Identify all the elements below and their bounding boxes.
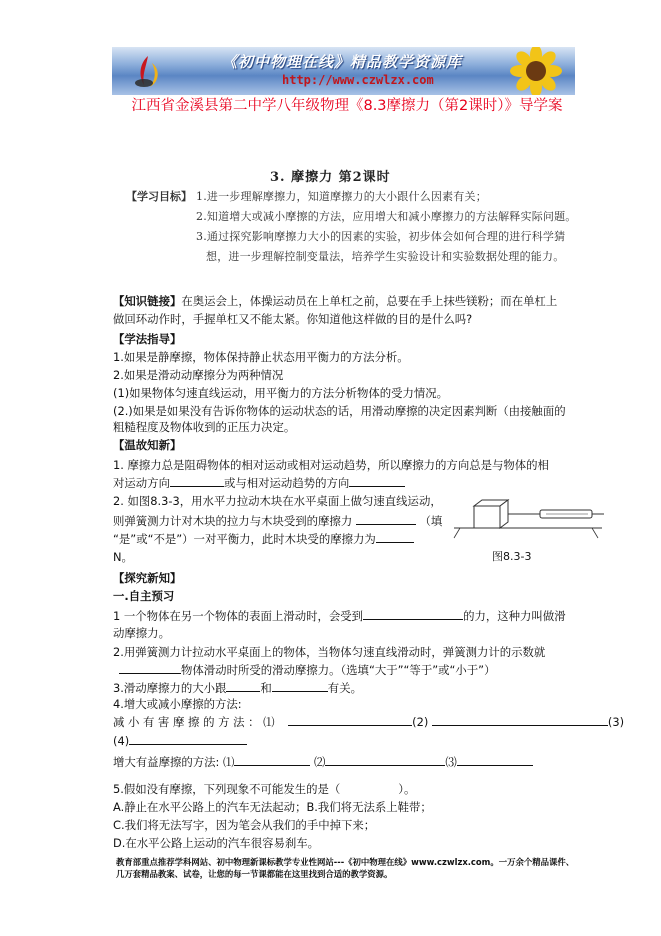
- lesson-title: 3. 摩擦力 第2课时: [270, 170, 391, 185]
- knowledge-text: 在奥运会上，体操运动员在上单杠之前，总要在手上抹些镁粉；而在单杠上: [181, 294, 558, 308]
- guide-item: 2.如果是滑动动摩擦分为两种情况: [113, 368, 284, 382]
- goals-label: 【学习目标】: [126, 190, 192, 203]
- answer-blank[interactable]: [272, 680, 328, 692]
- goal-line: 1.进一步理解摩擦力，知道摩擦力的大小跟什么因素有关；: [196, 190, 487, 203]
- section-title: 一.自主预习: [113, 589, 175, 603]
- reduce-friction-line: 减 小 有 害 摩 擦 的 方 法 ： ⑴ (2) (3): [113, 715, 625, 729]
- review-q2-cont: “是”或“不是”）一对平衡力，此时木块受的摩擦力为: [113, 531, 414, 546]
- sunflower-icon: [501, 47, 571, 95]
- answer-blank[interactable]: [119, 662, 181, 674]
- goal-line: 2.知道增大或减小摩擦的方法，应用增大和减小摩擦力的方法解释实际问题。: [196, 210, 577, 223]
- option-c: C.我们将无法写字，因为笔会从我们的手中掉下来；: [113, 818, 376, 832]
- banner-url[interactable]: http://www.czwlzx.com: [282, 73, 434, 87]
- explore-p4: 4.增大或减小摩擦的方法:: [113, 697, 242, 711]
- study-guide-label: 【学法指导】: [113, 332, 182, 346]
- answer-blank[interactable]: [288, 714, 412, 726]
- knowledge-text: 做回环动作时，手握单杠又不能太紧。你知道他这样做的目的是什么吗?: [113, 312, 473, 326]
- answer-blank[interactable]: [234, 754, 310, 766]
- answer-blank[interactable]: [325, 754, 445, 766]
- review-q1-cont: 对运动方向 或与相对运动趋势的方向: [113, 475, 405, 490]
- goal-line: 想，进一步理解控制变量法，培养学生实验设计和实验数据处理的能力。: [206, 250, 565, 263]
- review-q2-cont: 则弹簧测力计对木块的拉力与木块受到的摩擦力 （填: [113, 514, 443, 528]
- explore-p2-cont: 物体滑动时所受的滑动摩擦力。（选填“大于”“等于”或“小于”）: [113, 662, 495, 677]
- answer-blank[interactable]: [376, 531, 414, 543]
- increase-friction-line: 增大有益摩擦的方法: ⑴ ⑵ ⑶: [113, 754, 533, 769]
- option-d: D.在水平公路上运动的汽车很容易刹车。: [113, 836, 320, 850]
- explore-p2: 2.用弹簧测力计拉动水平桌面上的物体，当物体匀速直线滑动时，弹簧测力计的示数就: [113, 645, 546, 659]
- knowledge-label: 【知识链接】: [113, 294, 182, 308]
- banner-title: 《初中物理在线》精品教学资源库: [222, 53, 463, 71]
- answer-blank[interactable]: [356, 513, 416, 525]
- explore-p1-cont: 动摩擦力。: [113, 626, 170, 640]
- guide-item: 1.如果是静摩擦，物体保持静止状态用平衡力的方法分析。: [113, 350, 409, 364]
- site-logo-icon: [130, 53, 166, 89]
- question-5: 5.假如没有摩擦，下列现象不可能发生的是（ ）。: [113, 782, 416, 796]
- figure-caption: 图8.3-3: [492, 550, 532, 563]
- answer-blank[interactable]: [226, 680, 260, 692]
- guide-item: (2.)如果是如果没有告诉你物体的运动状态的话，用滑动摩擦的决定因素判断（由接触面的: [113, 404, 566, 418]
- explore-p3: 3.滑动摩擦力的大小跟 和 有关。: [113, 681, 362, 695]
- footer-note: 教育部重点推荐学科网站、初中物理新课标教学专业性网站---《初中物理在线》www.czwlzx.com。一万余个精品课件、几万套精品教案、试卷，让您的每一节课都能在这里找到合适的教学资源。: [116, 857, 575, 879]
- review-q2: 2. 如图8.3-3，用水平力拉动木块在水平桌面上做匀速直线运动，: [113, 494, 442, 508]
- review-q1: 1. 摩擦力总是阻碍物体的相对运动或相对运动趋势，所以摩擦力的方向总是与物体的相: [113, 458, 549, 472]
- site-banner: [112, 47, 575, 95]
- review-label: 【温故知新】: [113, 438, 182, 452]
- answer-blank[interactable]: [170, 475, 224, 487]
- guide-item: (1)如果物体匀速直线运动，用平衡力的方法分析物体的受力情况。: [113, 386, 449, 400]
- goal-line: 3.通过探究影响摩擦力大小的因素的实验，初步体会如何合理的进行科学猜: [196, 230, 566, 243]
- explore-p1: 1 一个物体在另一个物体的表面上滑动时，会受到 的力，这种力叫做滑: [113, 609, 566, 623]
- textbook-scan: [118, 162, 596, 280]
- answer-blank[interactable]: [349, 475, 405, 487]
- document-title: 江西省金溪县第二中学八年级物理《8.3摩擦力（第2课时）》导学案: [131, 98, 563, 114]
- answer-blank[interactable]: [363, 608, 463, 620]
- knowledge-paragraph: [113, 294, 557, 308]
- review-q2-unit: N。: [113, 550, 133, 564]
- answer-blank[interactable]: [457, 754, 533, 766]
- option-a-b: A.静止在水平公路上的汽车无法起动；B.我们将无法系上鞋带；: [113, 800, 432, 814]
- answer-blank[interactable]: [129, 733, 247, 745]
- guide-item: 粗糙程度及物体收到的正压力决定。: [113, 420, 296, 434]
- explore-label: 【探究新知】: [113, 571, 182, 585]
- answer-blank[interactable]: [432, 714, 608, 726]
- reduce-friction-line-2: (4): [113, 733, 247, 748]
